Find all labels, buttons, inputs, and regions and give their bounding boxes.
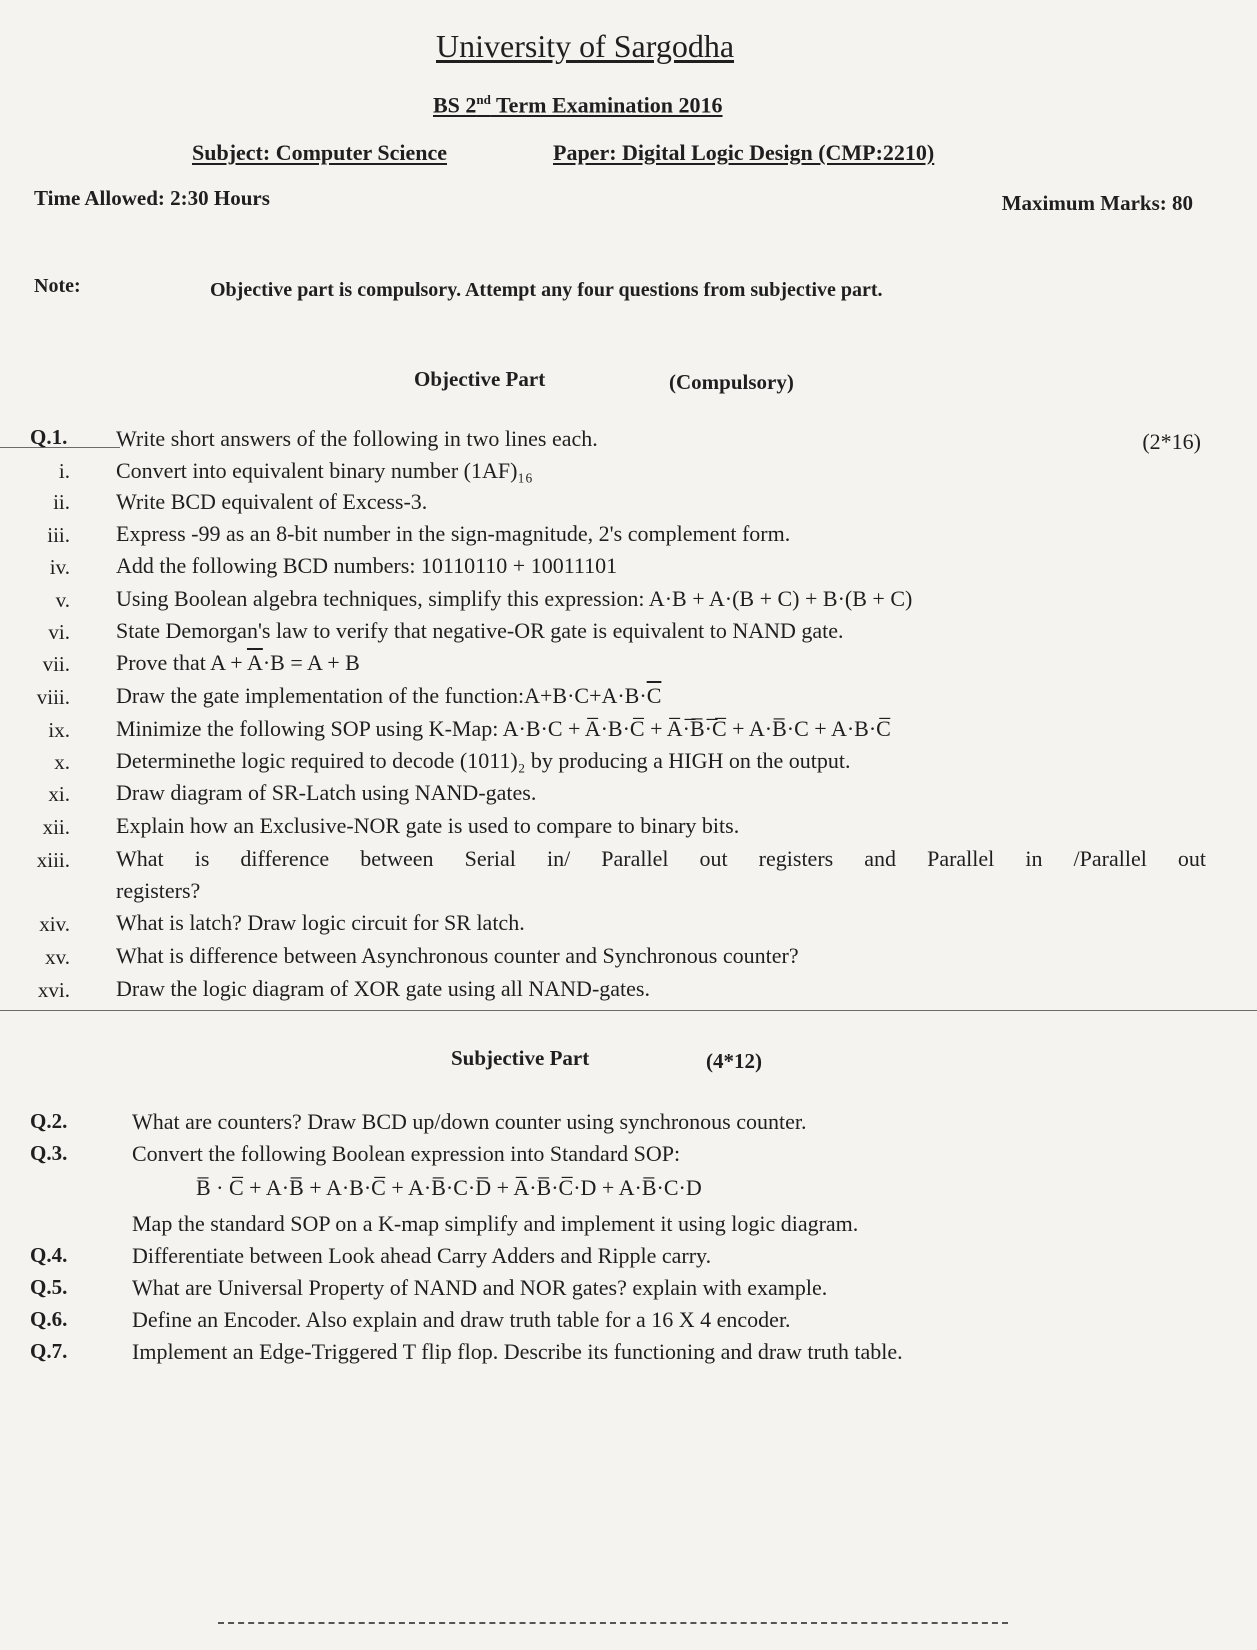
item-text: Using Boolean algebra techniques, simplify this expression: A·B + A·(B + C) + B·(B + C) <box>116 586 913 611</box>
question-text: Convert the following Boolean expression into Standard SOP: <box>132 1141 681 1166</box>
item-text: Draw diagram of SR-Latch using NAND-gates. <box>116 780 537 805</box>
q1-text: Write short answers of the following in two lines each. <box>116 426 598 451</box>
subject-label: Subject: Computer Science <box>192 140 447 165</box>
item-number: ii. <box>53 490 70 514</box>
item-text: Explain how an Exclusive-NOR gate is used to compare to binary bits. <box>116 813 740 838</box>
question-number: Q.7. <box>30 1339 68 1363</box>
question-text: Implement an Edge-Triggered T flip flop. Describe its functioning and draw truth table. <box>132 1339 903 1364</box>
item-text: Convert into equivalent binary number (1AF)₁₆ <box>116 458 533 483</box>
item-number: iv. <box>49 555 70 579</box>
item-text: Minimize the following SOP using K-Map: A·B·C + A̅·B·C̅ + A̅·̅B̅·̅C̅ + A·B̅·C + A·B·C̅ <box>116 716 891 741</box>
item-text <box>116 650 360 676</box>
exam-prefix: BS 2 <box>433 92 477 118</box>
item-number: iii. <box>47 523 70 547</box>
subjective-heading: Subjective Part <box>451 1046 590 1070</box>
item-number: x. <box>54 750 70 774</box>
item-text-overline: $\overline{A}$ <box>246 650 263 675</box>
item-text-overline: $\overline{C}$ <box>646 683 662 708</box>
question-text: What are counters? Draw BCD up/down counter using synchronous counter. <box>132 1109 807 1134</box>
question-number: Q.4. <box>30 1243 68 1267</box>
objective-heading: Objective Part <box>414 367 546 391</box>
item-text-part: ·B = A + B <box>262 650 360 675</box>
item-number: ix. <box>48 718 70 742</box>
question-number: Q.3. <box>30 1141 68 1165</box>
section-divider <box>0 1010 1257 1011</box>
note-label: Note: <box>34 275 81 297</box>
item-text: Write BCD equivalent of Excess-3. <box>116 489 428 514</box>
item-text: Add the following BCD numbers: 10110110 + 10011101 <box>116 553 618 578</box>
subjective-marks: (4*12) <box>706 1049 762 1073</box>
question-text-continued: Map the standard SOP on a K-map simplify and implement it using logic diagram. <box>132 1211 859 1236</box>
item-text-part: Prove that A + <box>116 650 247 675</box>
item-number: xiv. <box>39 912 70 936</box>
question-number: Q.2. <box>30 1109 68 1133</box>
item-number: xiii. <box>36 848 70 872</box>
university-title: University of Sargodha <box>436 28 735 64</box>
exam-superscript: nd <box>476 92 491 107</box>
item-text-continued: registers? <box>116 878 201 903</box>
question-text: Differentiate between Look ahead Carry Adders and Ripple carry. <box>132 1243 712 1268</box>
item-number: xi. <box>48 782 70 806</box>
item-text: Draw the logic diagram of XOR gate using all NAND-gates. <box>116 976 650 1001</box>
question-number: Q.6. <box>30 1307 68 1331</box>
boolean-expression: B̅ · C̅ + A·B̅ + A·B·C̅ + A·B̅·C·D̅ + A̅·B̅·C̅·D + A·B̅·C·D <box>196 1175 702 1200</box>
item-text: State Demorgan's law to verify that negative-OR gate is equivalent to NAND gate. <box>116 618 844 643</box>
item-number: xvi. <box>37 978 70 1002</box>
item-number: viii. <box>36 685 70 709</box>
q1-marks: (2*16) <box>1142 429 1201 454</box>
paper-label: Paper: Digital Logic Design (CMP:2210) <box>553 140 935 165</box>
item-text: What is latch? Draw logic circuit for SR latch. <box>116 910 525 935</box>
end-rule <box>218 1622 1008 1624</box>
exam-title <box>433 92 723 118</box>
q1-number: Q.1. <box>30 425 68 449</box>
item-text <box>116 683 661 709</box>
item-text: What is difference between Serial in/ Parallel out registers and Parallel in /Parallel out <box>116 846 1206 871</box>
time-allowed: Time Allowed: 2:30 Hours <box>34 186 270 210</box>
item-number: vii. <box>42 652 70 676</box>
maximum-marks: Maximum Marks: 80 <box>1001 191 1193 215</box>
item-text: Determinethe logic required to decode (1011)₂ by producing a HIGH on the output. <box>116 748 851 773</box>
item-number: vi. <box>48 620 70 644</box>
item-text: What is difference between Asynchronous counter and Synchronous counter? <box>116 943 799 968</box>
item-number: v. <box>55 588 70 612</box>
item-text-part: Draw the gate implementation of the function:A+B·C+A·B· <box>116 683 647 708</box>
item-number: xv. <box>45 945 70 969</box>
note-text: Objective part is compulsory. Attempt any four questions from subjective part. <box>210 279 883 301</box>
item-text: Express -99 as an 8-bit number in the sign-magnitude, 2's complement form. <box>116 521 791 546</box>
exam-suffix: Term Examination 2016 <box>490 92 723 118</box>
question-text: What are Universal Property of NAND and NOR gates? explain with example. <box>132 1275 828 1300</box>
objective-tag: (Compulsory) <box>669 370 794 394</box>
question-text: Define an Encoder. Also explain and draw truth table for a 16 X 4 encoder. <box>132 1307 791 1332</box>
item-number: i. <box>58 459 70 483</box>
item-number: xii. <box>42 815 70 839</box>
question-number: Q.5. <box>30 1275 68 1299</box>
